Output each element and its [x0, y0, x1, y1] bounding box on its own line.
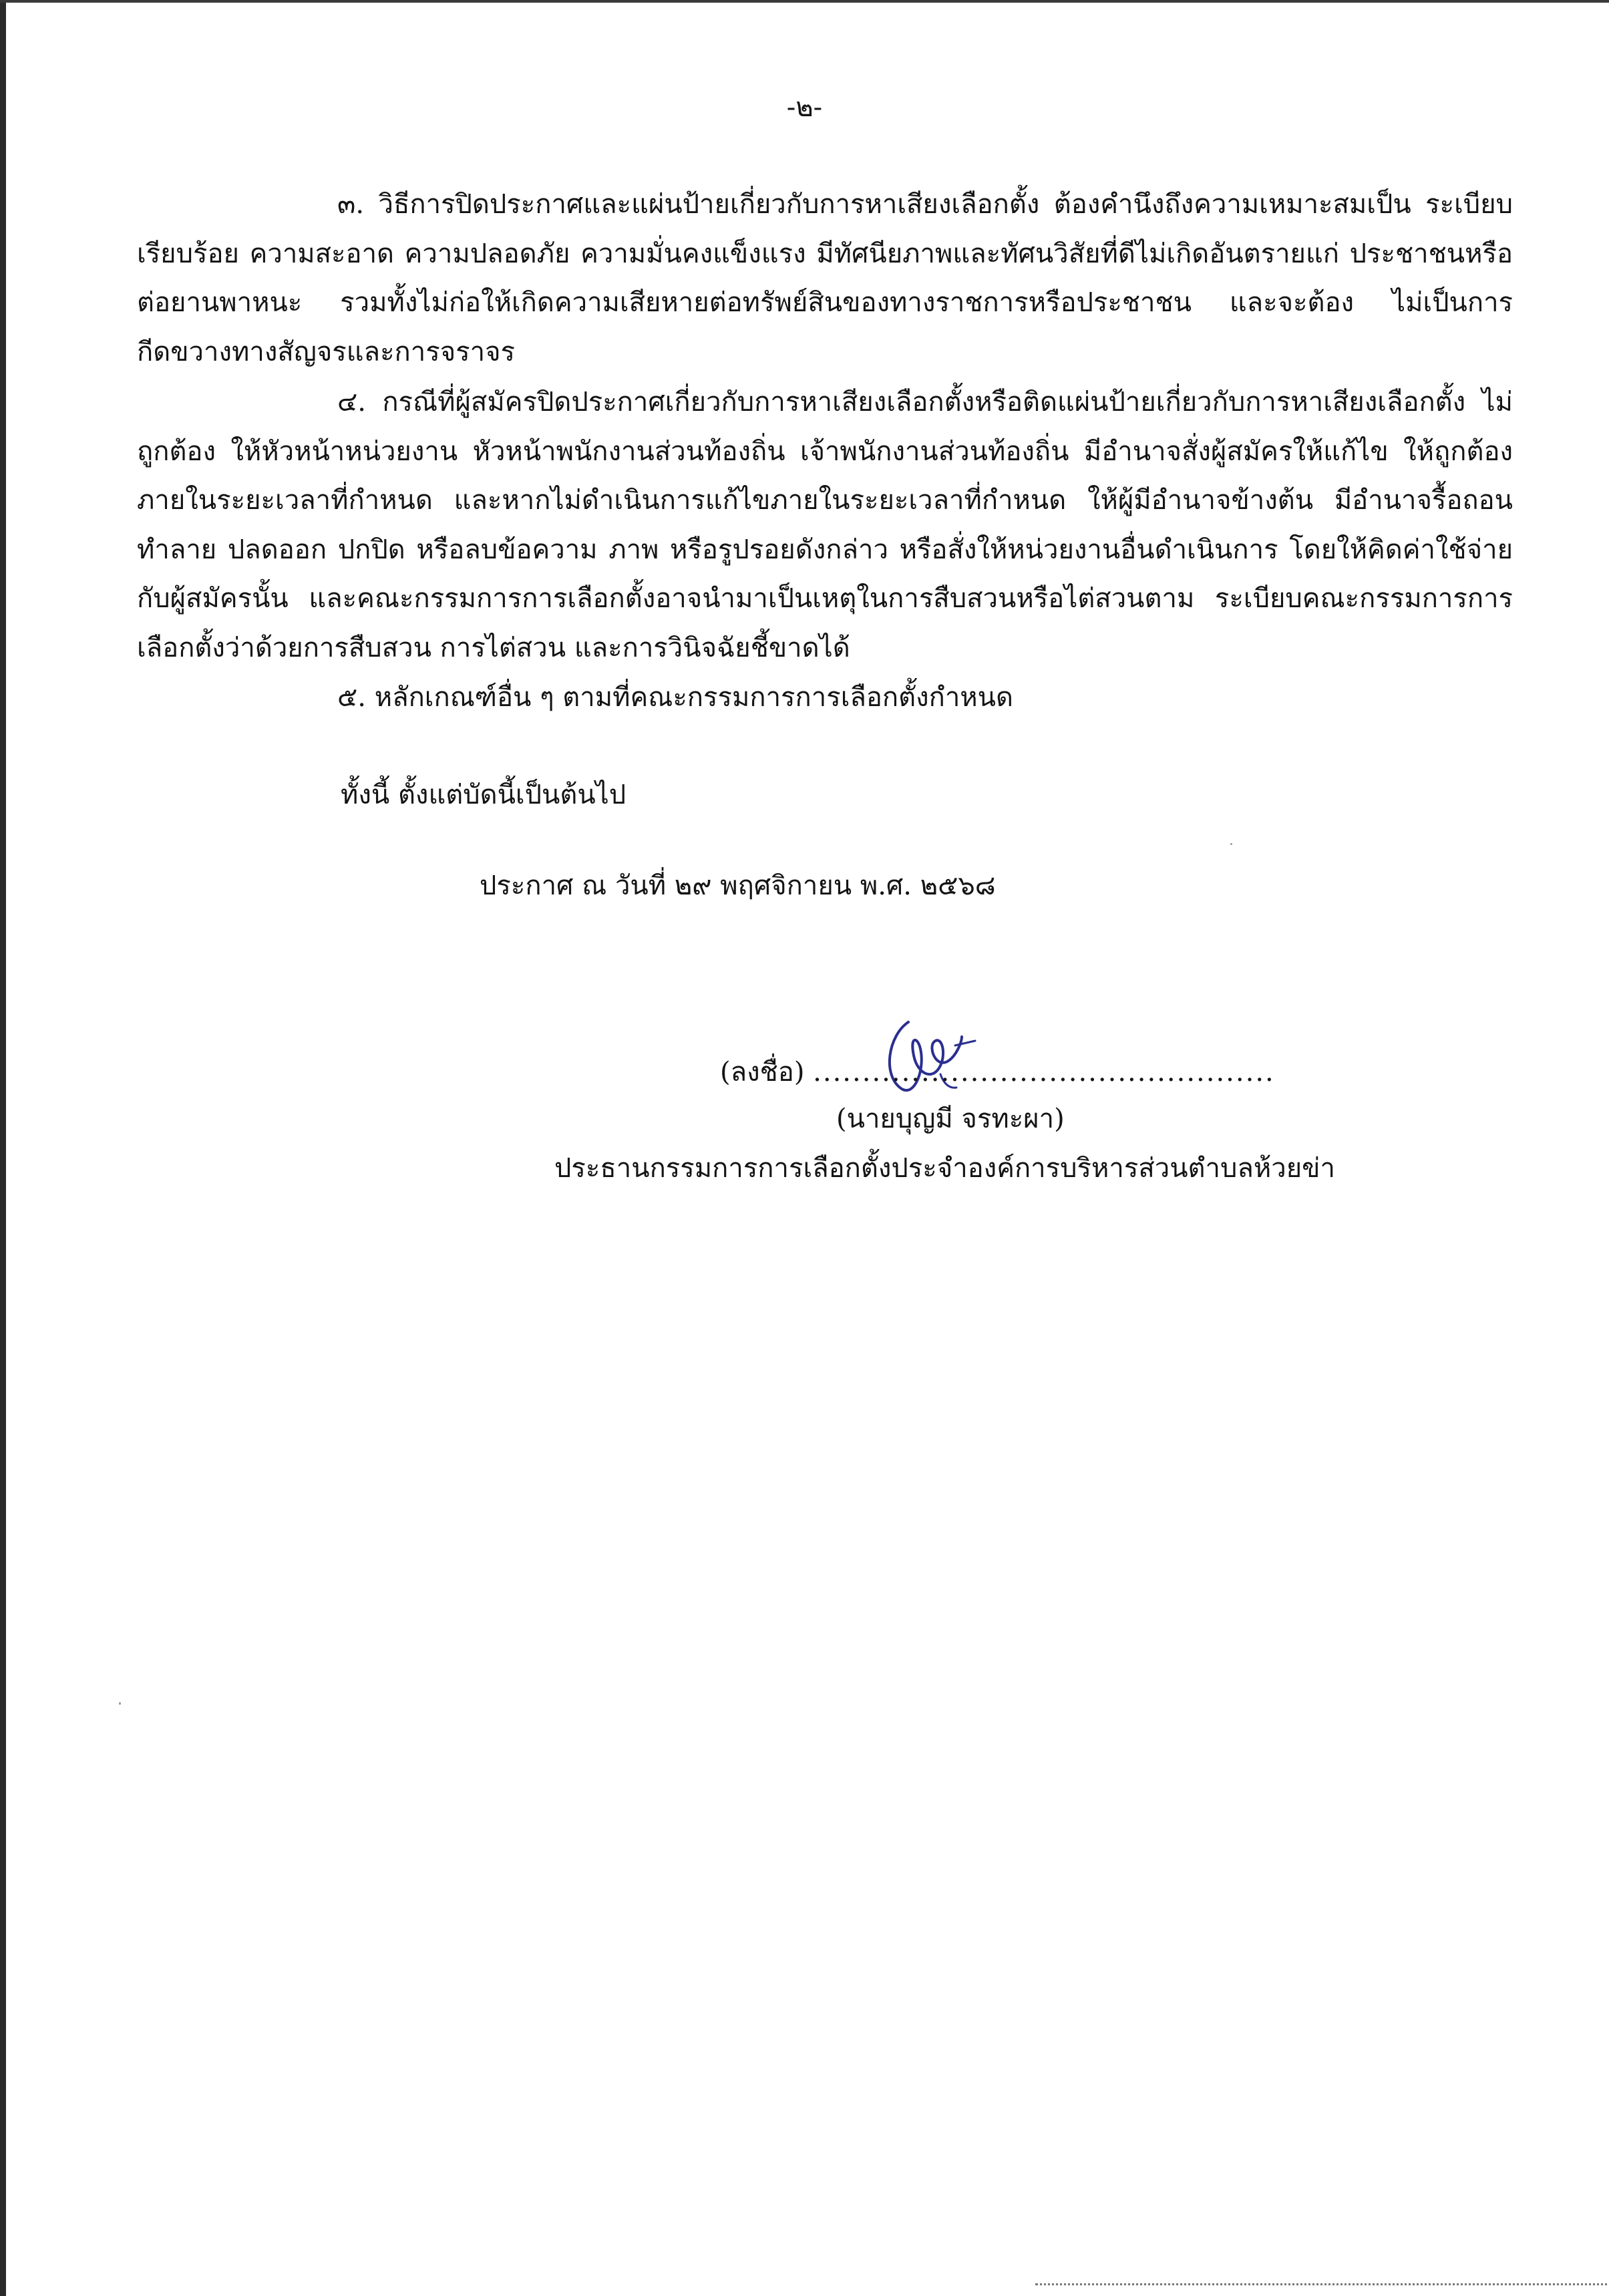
- paragraph-line: โดยให้คิดค่าใช้จ่ายกับผู้สมัครนั้น และคณะกรรมการการเลือกตั้งอาจนำมาเป็นเหตุในการสืบสวนหรือไต่สวนตาม: [137, 534, 1513, 614]
- paragraph-line: ๔. กรณีที่ผู้สมัครปิดประกาศเกี่ยวกับการหาเสียงเลือกตั้งหรือติดแผ่นป้ายเกี่ยวกับการหาเสียงเลือกตั้ง: [337, 387, 1466, 418]
- scan-speck: [1230, 843, 1232, 845]
- paragraph-line: ระเบียบเรียบร้อย ความสะอาด ความปลอดภัย ความมั่นคงแข็งแรง มีทัศนียภาพและทัศนวิสัยที่ดีไม่เกิดอันตรายแก่: [137, 189, 1513, 269]
- paragraph-line: ประชาชนหรือต่อยานพาหนะ รวมทั้งไม่ก่อให้เกิดความเสียหายต่อทรัพย์สินของทางราชการหรือประชาชน และจะต้อง: [137, 238, 1513, 318]
- paragraph-line: ระเบียบคณะกรรมการการเลือกตั้งว่าด้วยการสืบสวน การไต่สวน และการวินิจฉัยชี้ขาดได้: [137, 583, 1513, 663]
- paragraph-line: ไม่เป็นการกีดขวางทางสัญจรและการจราจร: [137, 287, 1513, 367]
- scan-bottom-marks: [1035, 2283, 1609, 2291]
- scan-speck: [119, 1702, 121, 1705]
- paragraph-item-4-text: [137, 378, 1513, 673]
- announcement-date: ประกาศ ณ วันที่ ๒๙ พฤศจิกายน พ.ศ. ๒๕๖๘: [480, 870, 996, 901]
- paragraph-line: ให้ถูกต้องภายในระยะเวลาที่กำหนด และหากไม่ดำเนินการแก้ไขภายในระยะเวลาที่กำหนด ให้ผู้มีอำนาจข้างต้น: [137, 436, 1513, 516]
- paragraph-item-4: [137, 378, 1513, 673]
- signer-name: (นายบุญมี จรทะผา): [836, 1104, 1065, 1134]
- paragraph-item-5-text: [137, 673, 1513, 723]
- signature-label: (ลงชื่อ): [720, 1057, 805, 1088]
- paragraph-item-5: [137, 673, 1513, 723]
- signer-title: ประธานกรรมการการเลือกตั้งประจำองค์การบริหารส่วนตำบลห้วยข่า: [554, 1153, 1335, 1184]
- paragraph-line: มีอำนาจรื้อถอน ทำลาย ปลดออก ปกปิด หรือลบข้อความ ภาพ หรือรูปรอยดังกล่าว หรือสั่งให้หน่วยงานอื่นดำเนินการ: [137, 485, 1513, 565]
- signature-line: [720, 1050, 1275, 1093]
- paragraph-item-3-text: [137, 180, 1513, 377]
- signature-dots: ...............................................: [813, 1057, 1275, 1088]
- paragraph-line: ๕. หลักเกณฑ์อื่น ๆ ตามที่คณะกรรมการการเลือกตั้งกำหนด: [337, 682, 1013, 713]
- paragraph-item-3: [137, 180, 1513, 377]
- scan-edge-left: [0, 0, 6, 2296]
- page-number: -๒-: [786, 92, 823, 123]
- scan-edge-top: [0, 0, 1609, 3]
- closing-statement: ทั้งนี้ ตั้งแต่บัดนี้เป็นต้นไป: [341, 780, 627, 810]
- paragraph-line: ไม่ถูกต้อง ให้หัวหน้าหน่วยงาน หัวหน้าพนักงานส่วนท้องถิ่น เจ้าพนักงานส่วนท้องถิ่น มีอำนาจสั่งผู้สมัครให้แก้ไข: [137, 387, 1513, 467]
- paragraph-line: ๓. วิธีการปิดประกาศและแผ่นป้ายเกี่ยวกับการหาเสียงเลือกตั้ง ต้องคำนึงถึงความเหมาะสมเป็น: [337, 189, 1411, 220]
